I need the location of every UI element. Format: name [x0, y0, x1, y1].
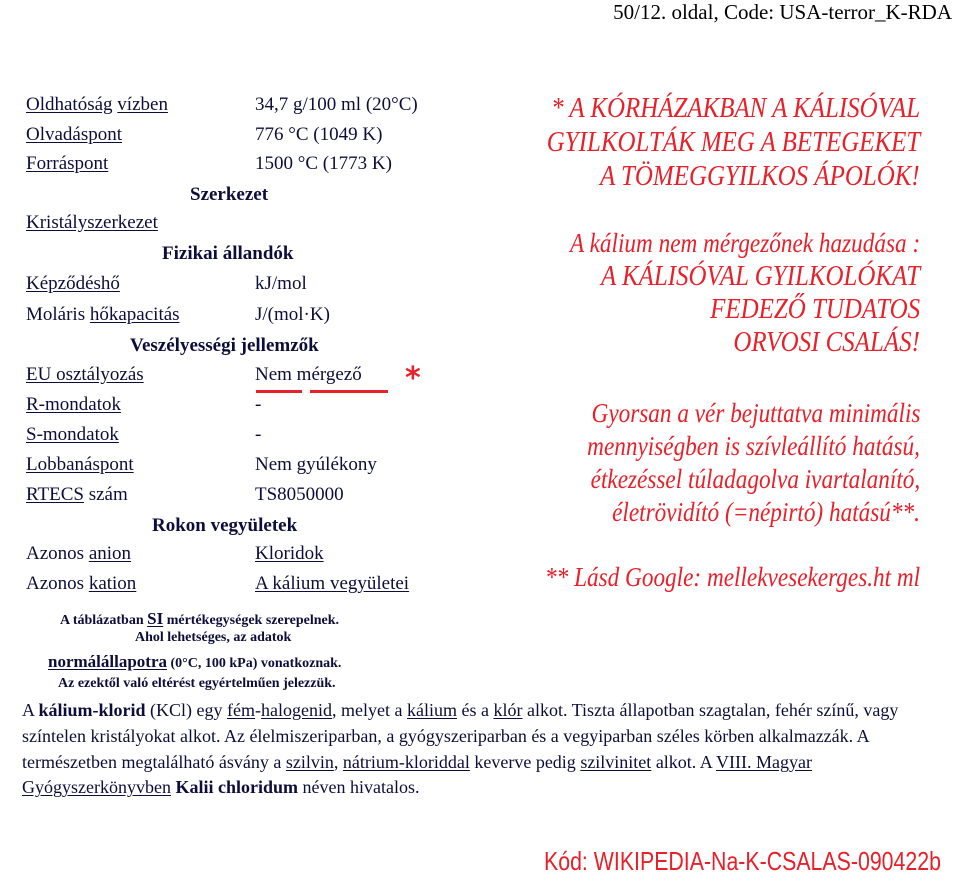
red-claim-line: ORVOSI CSALÁS!: [733, 326, 920, 358]
table-row-formation-heat: [26, 273, 506, 303]
red-warning-line: GYILKOLTÁK MEG A BETEGEKET: [546, 126, 920, 158]
table-row-flash: [26, 454, 506, 484]
heading-structure: Szerkezet: [190, 184, 269, 205]
red-effect-line: mennyiségben is szívleállító hatású,: [587, 431, 920, 461]
table-row-r: [26, 394, 506, 424]
row-value: -: [255, 394, 262, 415]
link-s-mondatok[interactable]: S-mondatok: [26, 424, 119, 445]
page-header: 50/12. oldal, Code: USA-terror_K-RDA: [613, 0, 952, 24]
note-line-1: [60, 609, 339, 629]
red-claim-line: FEDEZŐ TUDATOS: [710, 293, 920, 325]
row-label-text: Azonos: [26, 573, 89, 594]
link-gyogyszerkonyv[interactable]: VIII. Magyar Gyógyszerkönyvben: [22, 751, 812, 798]
row-label: [26, 94, 168, 116]
note-line-4: Az ezektől való eltérést egyértelműen jelezzük.: [58, 676, 336, 691]
row-value: 1500 °C (1773 K): [255, 153, 392, 174]
para-text: alkot. Tiszta állapotban szagtalan, fehér színű, vagy színtelen kristályokat alkot. Az élelmiszeriparban, a gyógyszeriparban és a vegyiparban széles körben alkalmazzák. A természetben megtalálható ásvány a: [22, 700, 899, 772]
para-text: , melyet a: [332, 700, 407, 720]
row-label-text: szám: [83, 484, 128, 505]
link-si[interactable]: SI: [147, 609, 164, 628]
link-eu-osztalyozas[interactable]: EU osztályozás: [26, 364, 144, 385]
table-row-s: [26, 424, 506, 454]
link-kation[interactable]: kation: [88, 573, 137, 594]
link-lobbanaspont[interactable]: Lobbanáspont: [26, 454, 134, 475]
row-value: 776 °C (1049 K): [255, 124, 383, 145]
para-bold: kálium-klorid: [38, 700, 146, 720]
note-line-2: Ahol lehetséges, az adatok: [135, 630, 292, 645]
link-hokapacitas[interactable]: hőkapacitás: [89, 304, 180, 325]
link-kalium-vegyuletei[interactable]: A kálium vegyületei: [255, 573, 410, 594]
link-oldhatosag[interactable]: Oldhatóság: [26, 94, 113, 115]
row-label: [26, 484, 128, 506]
row-value: Nem gyúlékony: [255, 454, 377, 475]
link-halogenid[interactable]: halogenid: [261, 700, 332, 720]
link-fem[interactable]: fém: [227, 700, 256, 720]
table-row-solubility: [26, 94, 506, 124]
note-line-3: [48, 652, 341, 672]
note-text: mértékegységek szerepelnek.: [163, 613, 340, 628]
table-row-crystal: [26, 212, 506, 242]
row-value: kJ/mol: [255, 273, 307, 294]
row-label: [26, 304, 180, 326]
row-label: [26, 543, 131, 565]
row-value: 34,7 g/100 ml (20°C): [255, 94, 418, 115]
link-kloridok[interactable]: Kloridok: [255, 543, 324, 564]
link-forraspont[interactable]: Forráspont: [26, 153, 109, 174]
link-olvadaspont[interactable]: Olvadáspont: [26, 124, 123, 145]
red-claim-line: A KÁLISÓVAL GYILKOLÓKAT: [600, 260, 920, 292]
description-paragraph: [22, 698, 922, 801]
row-label-text: Azonos: [26, 543, 89, 564]
para-bold: Kalii chloridum: [175, 777, 298, 798]
link-kalium[interactable]: kálium: [406, 700, 457, 720]
eu-value: Nem mérgező: [255, 364, 362, 385]
link-szilvin[interactable]: szilvin: [285, 751, 334, 772]
footer-code: Kód: WIKIPEDIA-Na-K-CSALAS-090422b: [544, 846, 941, 876]
para-text: (KCl) egy: [145, 700, 228, 720]
para-text: -: [255, 700, 262, 720]
table-row-cation: [26, 573, 506, 603]
red-effect-line: Gyorsan a vér bejuttatva minimális: [591, 398, 920, 428]
red-warning-line: * A KÓRHÁZAKBAN A KÁLISÓVAL: [550, 92, 920, 124]
link-vizben[interactable]: vízben: [117, 94, 168, 115]
link-r-mondatok[interactable]: R-mondatok: [26, 394, 121, 415]
row-value: J/(mol·K): [255, 304, 330, 325]
heading-related: Rokon vegyületek: [152, 515, 298, 536]
table-row-rtecs: [26, 484, 506, 514]
red-effect-line: életrövidító (=népirtó) hatású**.: [612, 497, 920, 527]
link-normalallapot[interactable]: normálállapotra: [48, 652, 167, 671]
table-row-melting: [26, 124, 506, 154]
row-value: -: [255, 424, 262, 445]
heading-physical: Fizikai állandók: [162, 243, 294, 264]
table-row-molar-heat: [26, 304, 506, 334]
para-text: alkot. A: [651, 751, 716, 772]
table-row-boiling: [26, 153, 506, 183]
row-value: TS8050000: [255, 484, 344, 505]
para-text: keverve pedig: [469, 751, 581, 772]
red-google-note: ** Lásd Google: mellekvesekerges.ht ml: [544, 562, 920, 592]
red-underline-mark: [256, 390, 302, 393]
heading-hazard: Veszélyességi jellemzők: [130, 335, 319, 356]
para-text: A: [22, 700, 39, 720]
link-kristalyszerkezet[interactable]: Kristályszerkezet: [26, 212, 158, 233]
red-claim-line: A kálium nem mérgezőnek hazudása :: [569, 228, 920, 258]
link-klor[interactable]: klór: [493, 700, 523, 720]
note-text: A táblázatban: [60, 613, 148, 628]
para-text: néven hivatalos.: [297, 777, 420, 798]
link-natrium-kloriddal[interactable]: nátrium-kloriddal: [342, 751, 470, 772]
para-text: és a: [456, 700, 494, 720]
link-anion[interactable]: anion: [88, 543, 132, 564]
red-warning-line: A TÖMEGGYILKOS ÁPOLÓK!: [600, 160, 920, 192]
link-rtecs[interactable]: RTECS: [26, 484, 84, 505]
table-row-anion: [26, 543, 506, 573]
para-text: ,: [333, 751, 343, 772]
row-label: [26, 573, 136, 595]
red-effect-line: étkezéssel túladagolva ivartalanító,: [590, 464, 920, 494]
red-underline-mark: [310, 390, 388, 393]
row-label-text: Moláris: [26, 304, 90, 325]
red-asterisk: *: [405, 361, 421, 396]
link-szilvinitet[interactable]: szilvinitet: [580, 751, 652, 772]
link-kepzodesho[interactable]: Képződéshő: [26, 273, 120, 294]
note-text: (0°C, 100 kPa) vonatkoznak.: [167, 656, 342, 671]
